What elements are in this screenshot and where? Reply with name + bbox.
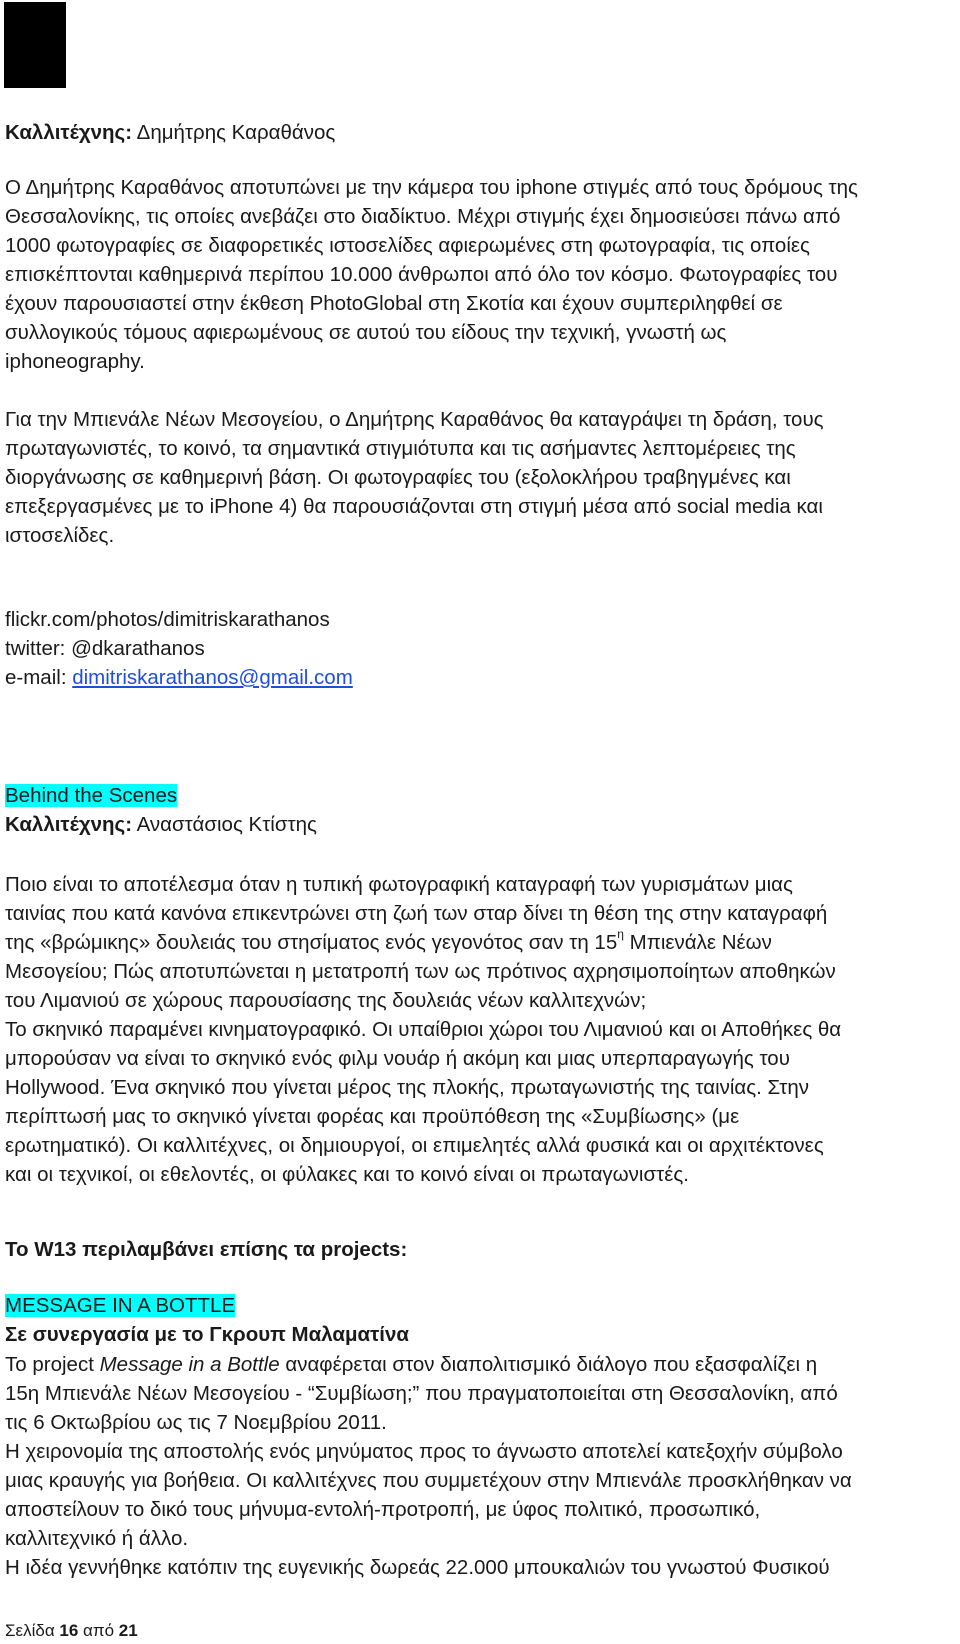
- paragraph-line: ερωτηματικό). Οι καλλιτέχνες, οι δημιουργοί, οι επιμελητές αλλά φυσικά και οι αρχιτέκτονες: [5, 1134, 824, 1157]
- page-total: 21: [118, 1621, 138, 1640]
- black-redaction-block: [4, 2, 66, 88]
- highlighted-title: MESSAGE IN A BOTTLE: [5, 1294, 236, 1317]
- paragraph-line: επισκέπτονται καθημερινά περίπου 10.000 άνθρωποι από όλο τον κόσμο. Φωτογραφίες του: [5, 263, 838, 286]
- paragraph-line: [5, 1350, 817, 1380]
- page-number: 16: [59, 1621, 79, 1640]
- paragraph-line: iphoneography.: [5, 350, 145, 373]
- text-fragment: Μπιενάλε Νέων: [623, 931, 772, 954]
- paragraph-line: επεξεργασμένες με το iPhone 4) θα παρουσιάζονται στη στιγμή μέσα από social media και: [5, 495, 823, 518]
- twitter-text: twitter: @dkarathanos: [5, 637, 205, 660]
- paragraph-line: Ποιο είναι το αποτέλεσμα όταν η τυπική φωτογραφική καταγραφή των γυρισμάτων μιας: [5, 873, 793, 896]
- paragraph-line: του Λιμανιού σε χώρους παρουσίασης της δουλειάς νέων καλλιτεχνών;: [5, 989, 647, 1012]
- paragraph-line: διοργάνωσης σε καθημερινή βάση. Οι φωτογραφίες του (εξολοκλήρου τραβηγμένες και: [5, 466, 791, 489]
- artist-heading: [5, 118, 335, 148]
- text-fragment: της «βρώμικης» δουλειάς του στησίματος ενός γεγονότος σαν τη 15: [5, 931, 618, 954]
- behind-scenes-title: [5, 781, 177, 811]
- flickr-text: flickr.com/photos/dimitriskarathanos: [5, 608, 330, 631]
- projects-heading: [5, 1235, 407, 1265]
- paragraph-line: πρωταγωνιστές, το κοινό, τα σημαντικά στιγμιότυπα και τις ασήμαντες λεπτομέρειες της: [5, 437, 796, 460]
- page-footer: [5, 1621, 138, 1641]
- artist-name: Δημήτρης Καραθάνος: [136, 121, 336, 144]
- paragraph-line: Για την Μπιενάλε Νέων Μεσογείου, ο Δημήτρης Καραθάνος θα καταγράψει τη δράση, τους: [5, 408, 824, 431]
- paragraph-line: μπορούσαν να είναι το σκηνικό ενός φιλμ νουάρ ή ακόμη και μιας υπερπαραγωγής του: [5, 1047, 790, 1070]
- email-link[interactable]: dimitriskarathanos@gmail.com: [72, 666, 353, 689]
- paragraph-line: Η ιδέα γεννήθηκε κατόπιν της ευγενικής δωρεάς 22.000 μπουκαλιών του γνωστού Φυσικού: [5, 1556, 830, 1579]
- text-fragment: αναφέρεται στον διαπολιτισμικό διάλογο που εξασφαλίζει η: [279, 1353, 818, 1376]
- footer-mid: από: [78, 1621, 119, 1640]
- paragraph-line: ταινίας που κατά κανόνα επικεντρώνει στη ζωή των σταρ δίνει τη θέση της στην καταγραφή: [5, 902, 828, 925]
- email-line: [5, 663, 353, 693]
- artist-label: Καλλιτέχνης:: [5, 121, 133, 144]
- paragraph-line: συλλογικούς τόμους αφιερωμένους σε αυτού του είδους την τεχνική, γνωστή ως: [5, 321, 727, 344]
- paragraph-line: έχουν παρουσιαστεί στην έκθεση PhotoGlobal στη Σκοτία και έχουν συμπεριληφθεί σε: [5, 292, 783, 315]
- mib-title: [5, 1291, 235, 1321]
- text-fragment: Το project: [5, 1353, 100, 1376]
- paragraph-line: Θεσσαλονίκης, τις οποίες ανεβάζει στο διαδίκτυο. Μέχρι στιγμής έχει δημοσιεύσει πάνω από: [5, 205, 841, 228]
- artist-label: Καλλιτέχνης:: [5, 813, 133, 836]
- artist-name: Αναστάσιος Κτίστης: [136, 813, 317, 836]
- paragraph-line: Μεσογείου; Πώς αποτυπώνεται η μετατροπή των ως πρότινος αχρησιμοποίητων αποθηκών: [5, 960, 836, 983]
- highlighted-title: Behind the Scenes: [5, 784, 178, 807]
- paragraph-line: 15η Μπιενάλε Νέων Μεσογείου - “Συμβίωση;” που πραγματοποιείται στη Θεσσαλονίκη, από: [5, 1382, 838, 1405]
- paragraph-line: ιστοσελίδες.: [5, 524, 115, 547]
- paragraph-line: Το σκηνικό παραμένει κινηματογραφικό. Οι υπαίθριοι χώροι του Λιμανιού και οι Αποθήκες θα: [5, 1018, 842, 1041]
- email-label: e-mail:: [5, 666, 73, 689]
- superscript: η: [617, 927, 624, 941]
- mib-subtitle: [5, 1320, 409, 1350]
- paragraph-line: περίπτωσή μας το σκηνικό γίνεται φορέας και προϋπόθεση της «Συμβίωσης» (με: [5, 1105, 740, 1128]
- paragraph-line: Η χειρονομία της αποστολής ενός μηνύματος προς το άγνωστο αποτελεί κατεξοχήν σύμβολο: [5, 1440, 843, 1463]
- paragraph-line: Ο Δημήτρης Καραθάνος αποτυπώνει με την κάμερα του iphone στιγμές από τους δρόμους της: [5, 176, 858, 199]
- paragraph-line: καλλιτεχνικό ή άλλο.: [5, 1527, 189, 1550]
- paragraph-line: 1000 φωτογραφίες σε διαφορετικές ιστοσελίδες αφιερωμένες στη φωτογραφία, τις οποίες: [5, 234, 810, 257]
- paragraph-line: [5, 928, 772, 958]
- paragraph-line: Hollywood. Ένα σκηνικό που γίνεται μέρος της πλοκής, πρωταγωνιστής της ταινίας. Στην: [5, 1076, 809, 1099]
- paragraph-line: μιας κραυγής για βοήθεια. Οι καλλιτέχνες που συμμετέχουν στην Μπιενάλε προσκλήθηκαν να: [5, 1469, 852, 1492]
- paragraph-line: και οι τεχνικοί, οι εθελοντές, οι φύλακες και το κοινό είναι οι πρωταγωνιστές.: [5, 1163, 689, 1186]
- paragraph-line: αποστείλουν το δικό τους μήνυμα-εντολή-προτροπή, με ύφος πολιτικό, προσωπικό,: [5, 1498, 761, 1521]
- projects-heading-text: Το W13 περιλαμβάνει επίσης τα projects:: [5, 1238, 408, 1261]
- artist-heading: [5, 810, 317, 840]
- mib-subtitle-text: Σε συνεργασία με το Γκρουπ Μαλαματίνα: [5, 1323, 409, 1346]
- paragraph-line: τις 6 Οκτωβρίου ως τις 7 Νοεμβρίου 2011.: [5, 1411, 387, 1434]
- italic-project-name: Message in a Bottle: [99, 1353, 280, 1376]
- footer-prefix: Σελίδα: [5, 1621, 60, 1640]
